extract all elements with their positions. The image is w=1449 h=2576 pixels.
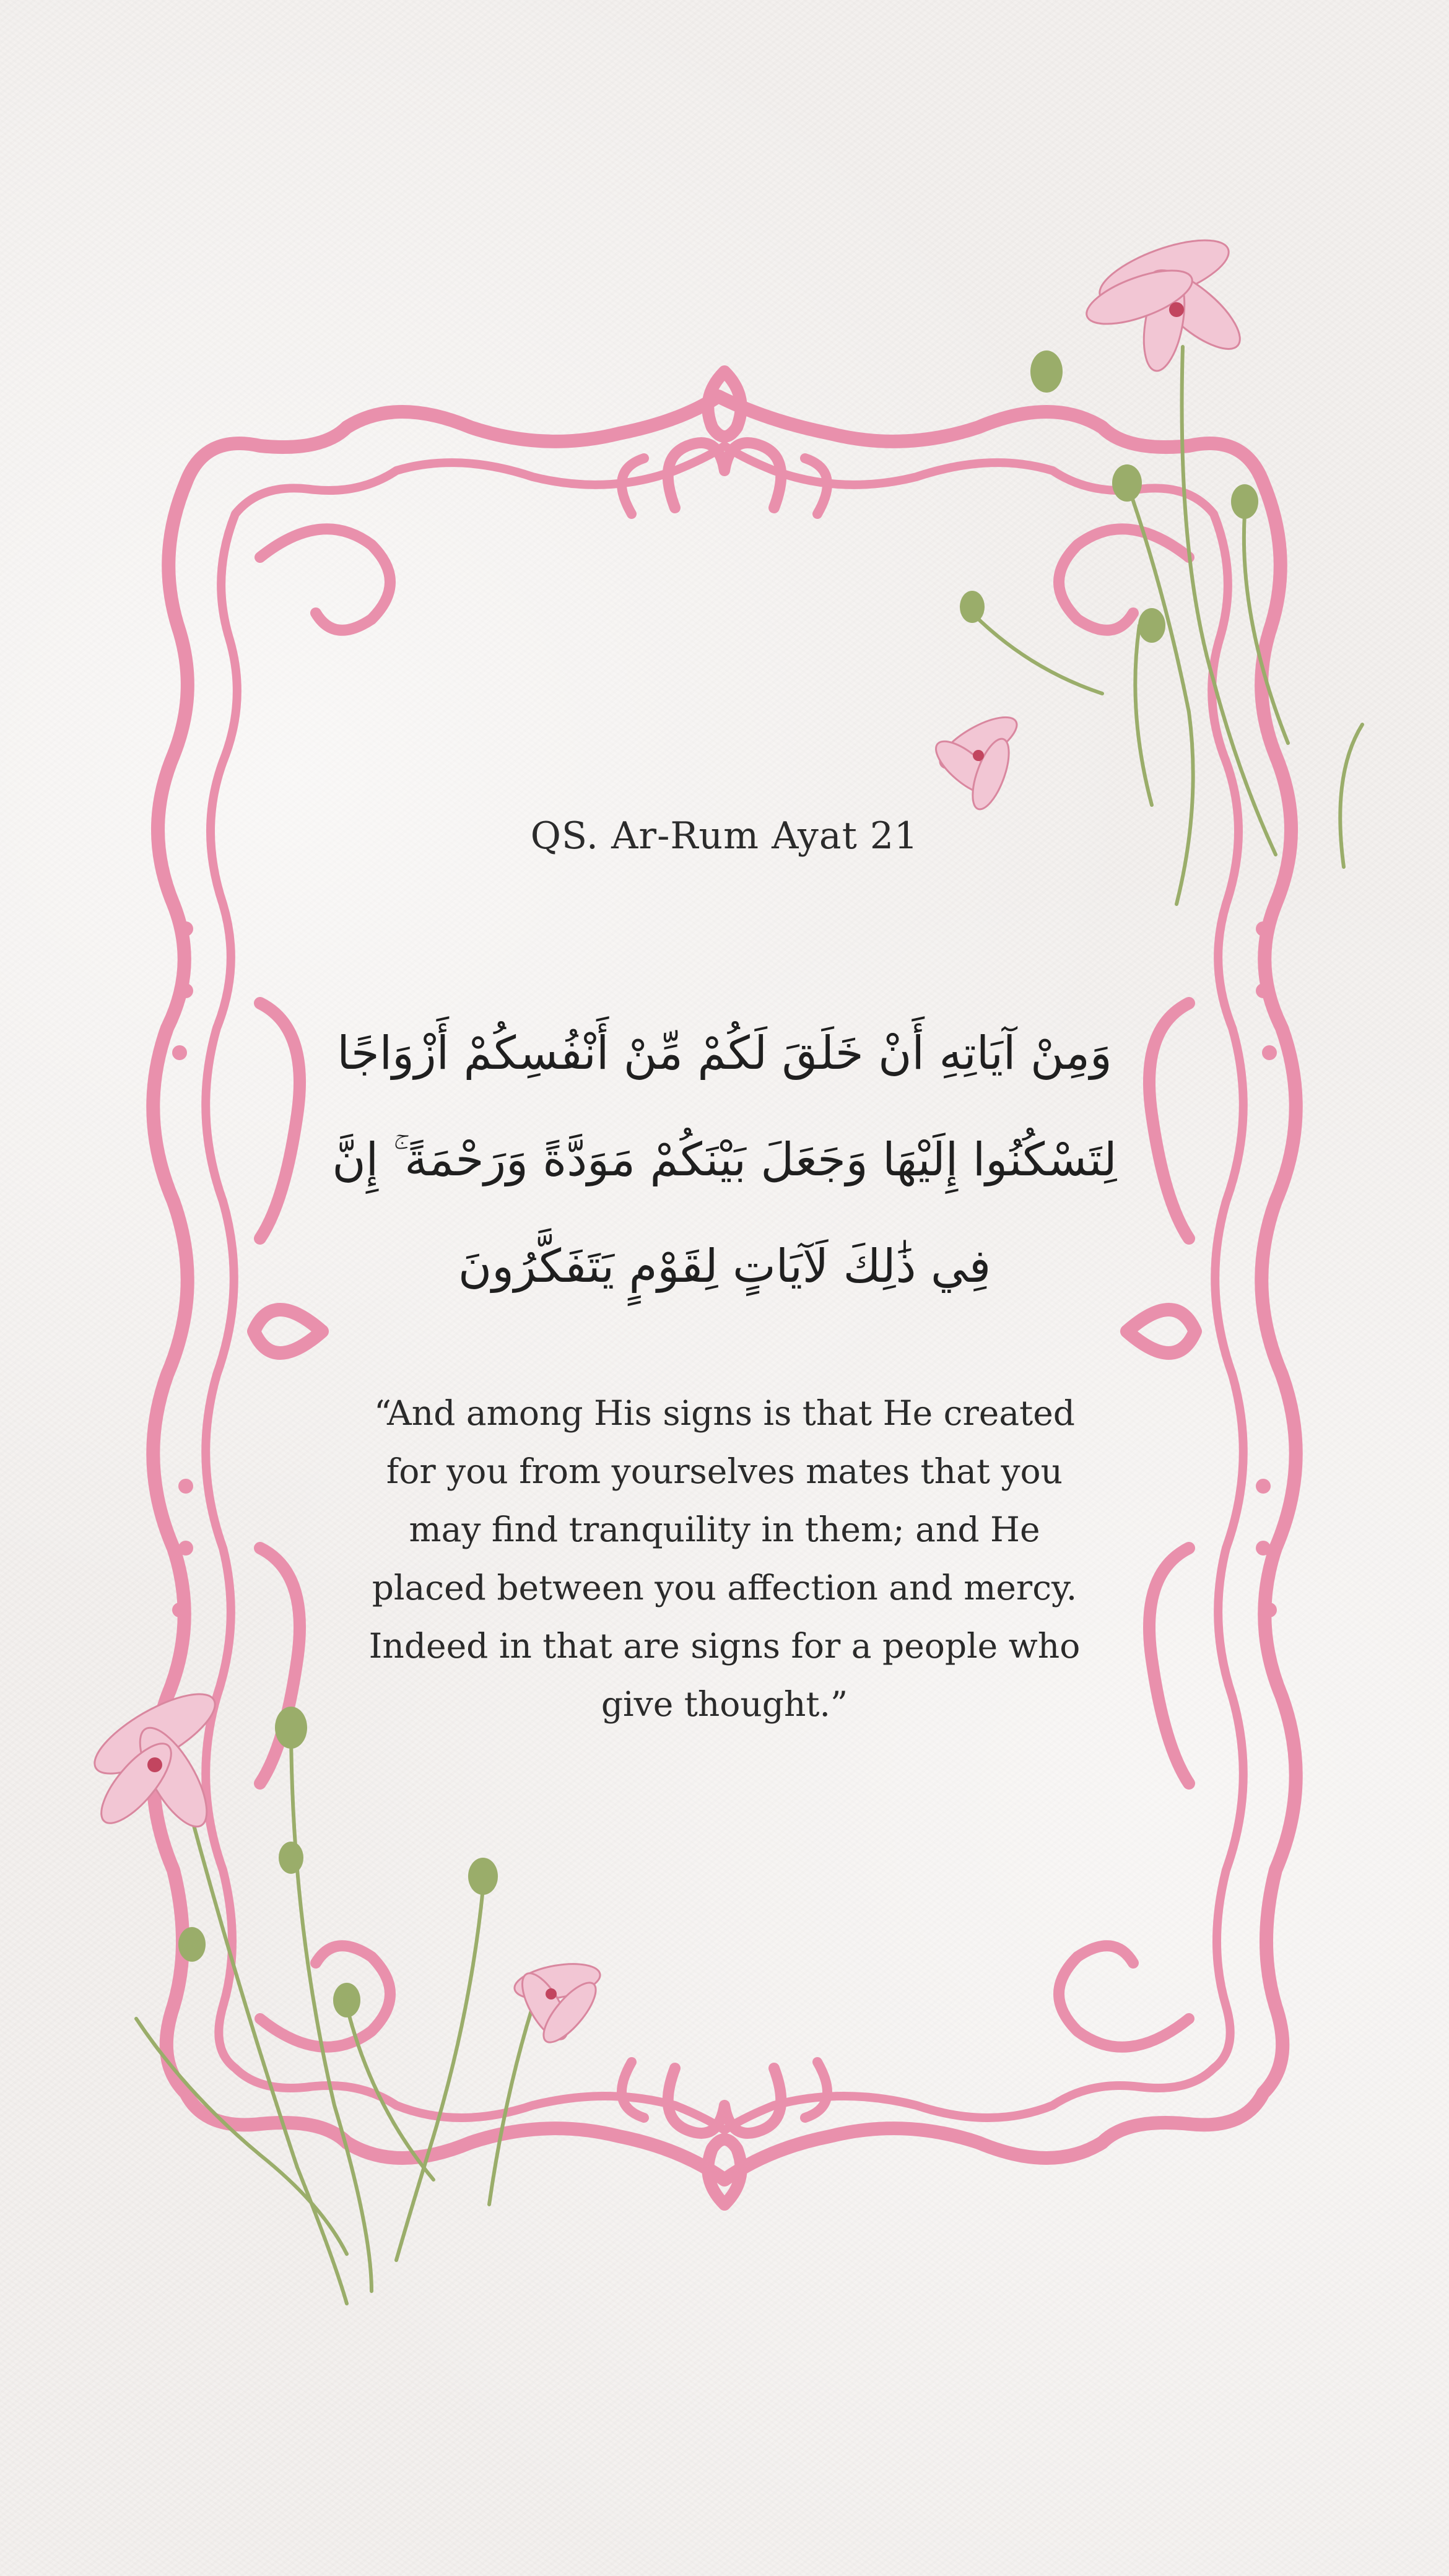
page-title: QS. Ar-Rum Ayat 21 (530, 814, 919, 858)
arabic-verse-line: لِتَسْكُنُوا إِلَيْهَا وَجَعَلَ بَيْنَكُمْ مَوَدَّةً وَرَحْمَةً ۚ إِنَّ (332, 1133, 1117, 1186)
arabic-verse-line: وَمِنْ آيَاتِهِ أَنْ خَلَقَ لَكُمْ مِّنْ أَنْفُسِكُمْ أَزْوَاجًا (337, 1027, 1112, 1080)
arabic-verse-line: فِي ذَٰلِكَ لَآيَاتٍ لِقَوْمٍ يَتَفَكَّرُونَ (458, 1240, 991, 1293)
arabic-verse (322, 1000, 1127, 1320)
verse-translation: “And among His signs is that He created for you from yourselves mates that you may find tranquility in them; and He placed between you affection and mercy. Indeed in that are signs for a people who give thought.” (368, 1393, 1081, 1724)
